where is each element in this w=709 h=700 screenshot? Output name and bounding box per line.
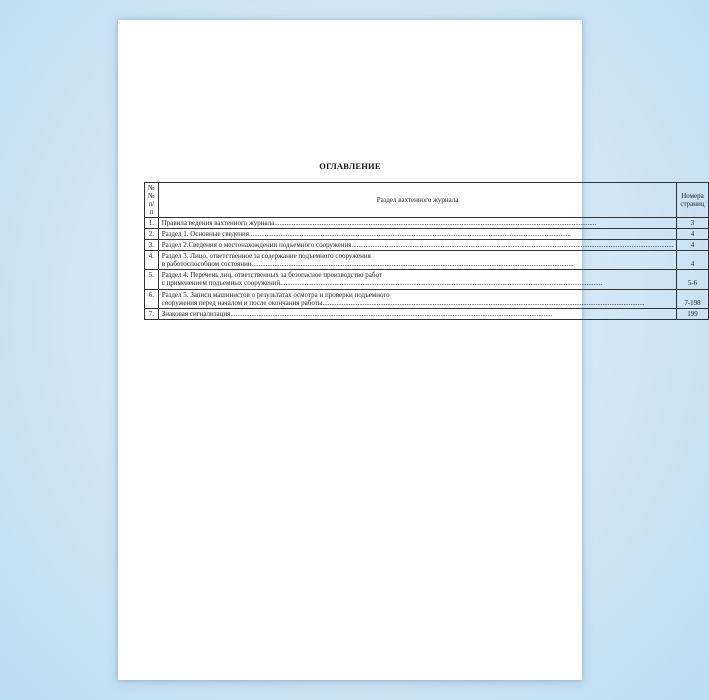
row-pages: 199 (677, 308, 708, 319)
row-number: 6. (145, 289, 159, 308)
row-section (158, 289, 677, 308)
table-row (145, 289, 709, 308)
row-section-text: Раздел 4. Перечень лиц, ответственных за безопасное производство работ (161, 271, 382, 280)
table-row (145, 270, 709, 289)
table-header-row (145, 183, 709, 218)
row-section (158, 251, 677, 270)
row-number: 7. (145, 308, 159, 319)
table-row (145, 218, 709, 229)
row-section (158, 229, 677, 240)
row-section-text: Раздел 3. Лицо, ответственное за содержание подъемного сооружения (161, 252, 371, 261)
row-pages: 4 (677, 240, 708, 251)
row-section-text: Раздел 2.Сведения о местонахождении подъемного сооружения (161, 241, 352, 250)
row-section (158, 308, 677, 319)
row-section (158, 270, 677, 289)
table-row (145, 240, 709, 251)
row-pages: 3 (677, 218, 708, 229)
header-pages: Номера страниц (677, 183, 708, 218)
page-title: ОГЛАВЛЕНИЕ (319, 161, 381, 171)
header-section: Раздел вахтенного журнала (158, 183, 677, 218)
row-section-text: Раздел 5. Записи машинистов о результатах осмотра и проверки подъемного (161, 290, 390, 299)
row-pages: 7-198 (677, 289, 708, 308)
row-number: 2. (145, 229, 159, 240)
row-number: 3. (145, 240, 159, 251)
table-row (145, 229, 709, 240)
row-number: 1. (145, 218, 159, 229)
row-section (158, 218, 677, 229)
row-section (158, 240, 677, 251)
row-section-text: Знаковая сигнализация (161, 309, 231, 318)
row-pages: 5-6 (677, 270, 708, 289)
row-number: 5. (145, 270, 159, 289)
header-number: №№ п/п (145, 183, 159, 218)
row-pages: 4 (677, 251, 708, 270)
row-number: 4. (145, 251, 159, 270)
table-row (145, 251, 709, 270)
table-of-contents (144, 182, 709, 320)
table-row (145, 308, 709, 319)
row-section-text: Правила ведения вахтенного журнала (161, 219, 275, 228)
row-section-text: с применением подъемных сооружений (161, 279, 281, 288)
document-page (118, 20, 705, 680)
row-section-text: сооружения перед началом и после окончания работы (161, 298, 323, 307)
row-section-text: Раздел 1. Основные сведения (161, 230, 250, 239)
row-pages: 4 (677, 229, 708, 240)
row-section-text: в работоспособном состоянии (161, 260, 252, 269)
